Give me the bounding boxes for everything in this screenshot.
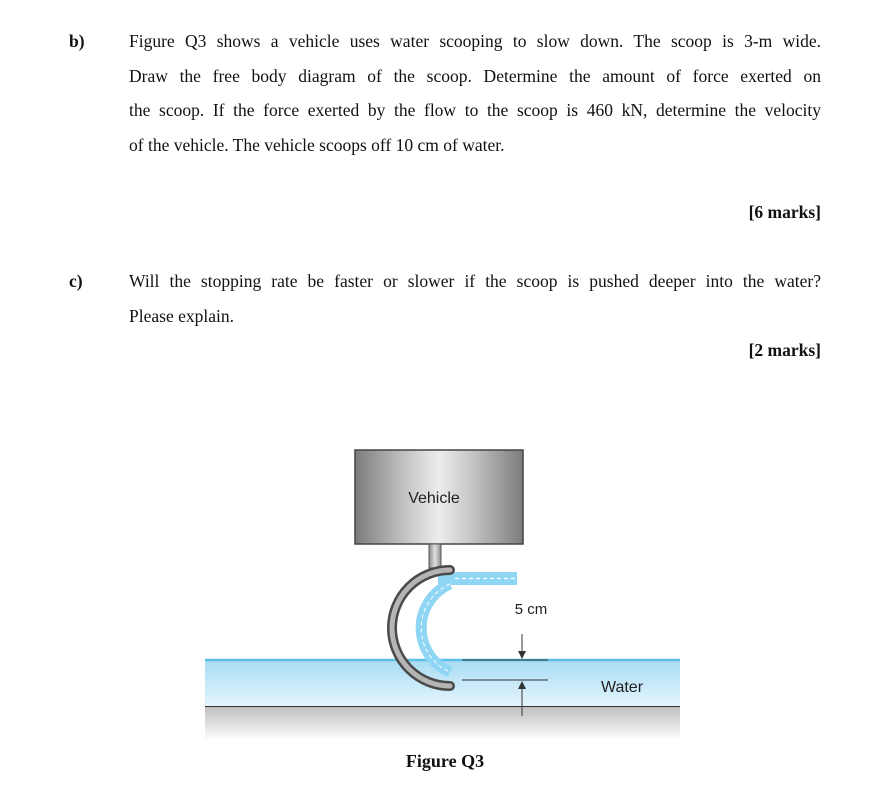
water-label: Water (600, 679, 644, 696)
question-b-line-4: of the vehicle. The vehicle scoops off 10 cm of water. (129, 134, 505, 155)
figure-caption: Figure Q3 (405, 751, 485, 771)
dimension-label: 5 cm (514, 601, 548, 618)
ground (205, 706, 680, 740)
dimension-arrowhead-top (518, 651, 526, 659)
question-b-marks: [6 marks] (748, 202, 821, 222)
question-c-marks: [2 marks] (748, 340, 821, 360)
scoop-stem (429, 544, 441, 568)
question-b-line-1: Figure Q3 shows a vehicle uses water scooping to slow down. The scoop is 3-m wide. (129, 31, 821, 51)
question-c-line-1: Will the stopping rate be faster or slower if the scoop is pushed deeper into the water? (129, 271, 821, 291)
question-b-label: b) (69, 31, 85, 51)
question-c-label: c) (69, 271, 83, 291)
question-b-line-3: the scoop. If the force exerted by the flow to the scoop is 460 kN, determine the velocity (129, 100, 821, 120)
question-b-line-2: Draw the free body diagram of the scoop. Determine the amount of force exerted on (129, 65, 821, 86)
vehicle-label: Vehicle (408, 490, 460, 507)
question-c-line-2: Please explain. (129, 305, 234, 326)
